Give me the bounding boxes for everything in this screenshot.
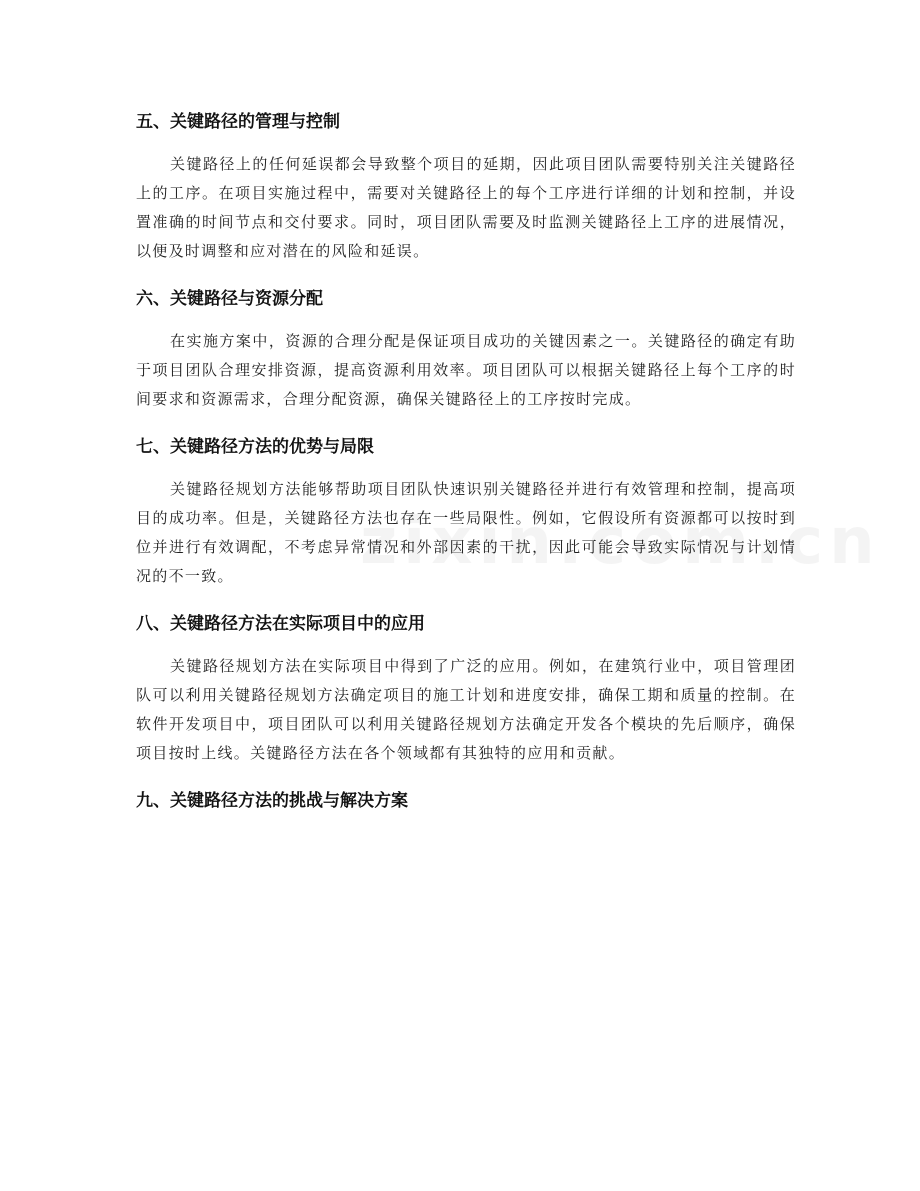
section-5 [136,104,796,266]
section-paragraph: 关键路径规划方法能够帮助项目团队快速识别关键路径并进行有效管理和控制，提高项目的成功率。但是，关键路径方法也存在一些局限性。例如，它假设所有资源都可以按时到位并进行有效调配，不考虑异常情况和外部因素的干扰，因此可能会导致实际情况与计划情况的不一致。 [136,480,796,585]
section-heading: 五、关键路径的管理与控制 [136,112,340,132]
section-paragraph: 关键路径规划方法在实际项目中得到了广泛的应用。例如，在建筑行业中，项目管理团队可以利用关键路径规划方法确定项目的施工计划和进度安排，确保工期和质量的控制。在软件开发项目中，项目团队可以利用关键路径规划方法确定开发各个模块的先后顺序，确保项目按时上线。关键路径方法在各个领域都有其独特的应用和贡献。 [136,657,796,762]
section-9 [136,783,796,819]
section-heading: 八、关键路径方法在实际项目中的应用 [136,614,425,634]
section-heading: 九、关键路径方法的挑战与解决方案 [136,791,408,811]
section-paragraph: 关键路径上的任何延误都会导致整个项目的延期，因此项目团队需要特别关注关键路径上的工序。在项目实施过程中，需要对关键路径上的每个工序进行详细的计划和控制，并设置准确的时间节点和交付要求。同时，项目团队需要及时监测关键路径上工序的进展情况，以便及时调整和应对潜在的风险和延误。 [136,155,796,260]
section-7 [136,429,796,591]
section-6 [136,281,796,414]
document-body [136,104,796,829]
section-8 [136,606,796,768]
section-heading: 七、关键路径方法的优势与局限 [136,437,374,457]
section-paragraph: 在实施方案中，资源的合理分配是保证项目成功的关键因素之一。关键路径的确定有助于项目团队合理安排资源，提高资源利用效率。项目团队可以根据关键路径上每个工序的时间要求和资源需求，合理分配资源，确保关键路径上的工序按时完成。 [136,332,796,408]
section-heading: 六、关键路径与资源分配 [136,289,323,309]
